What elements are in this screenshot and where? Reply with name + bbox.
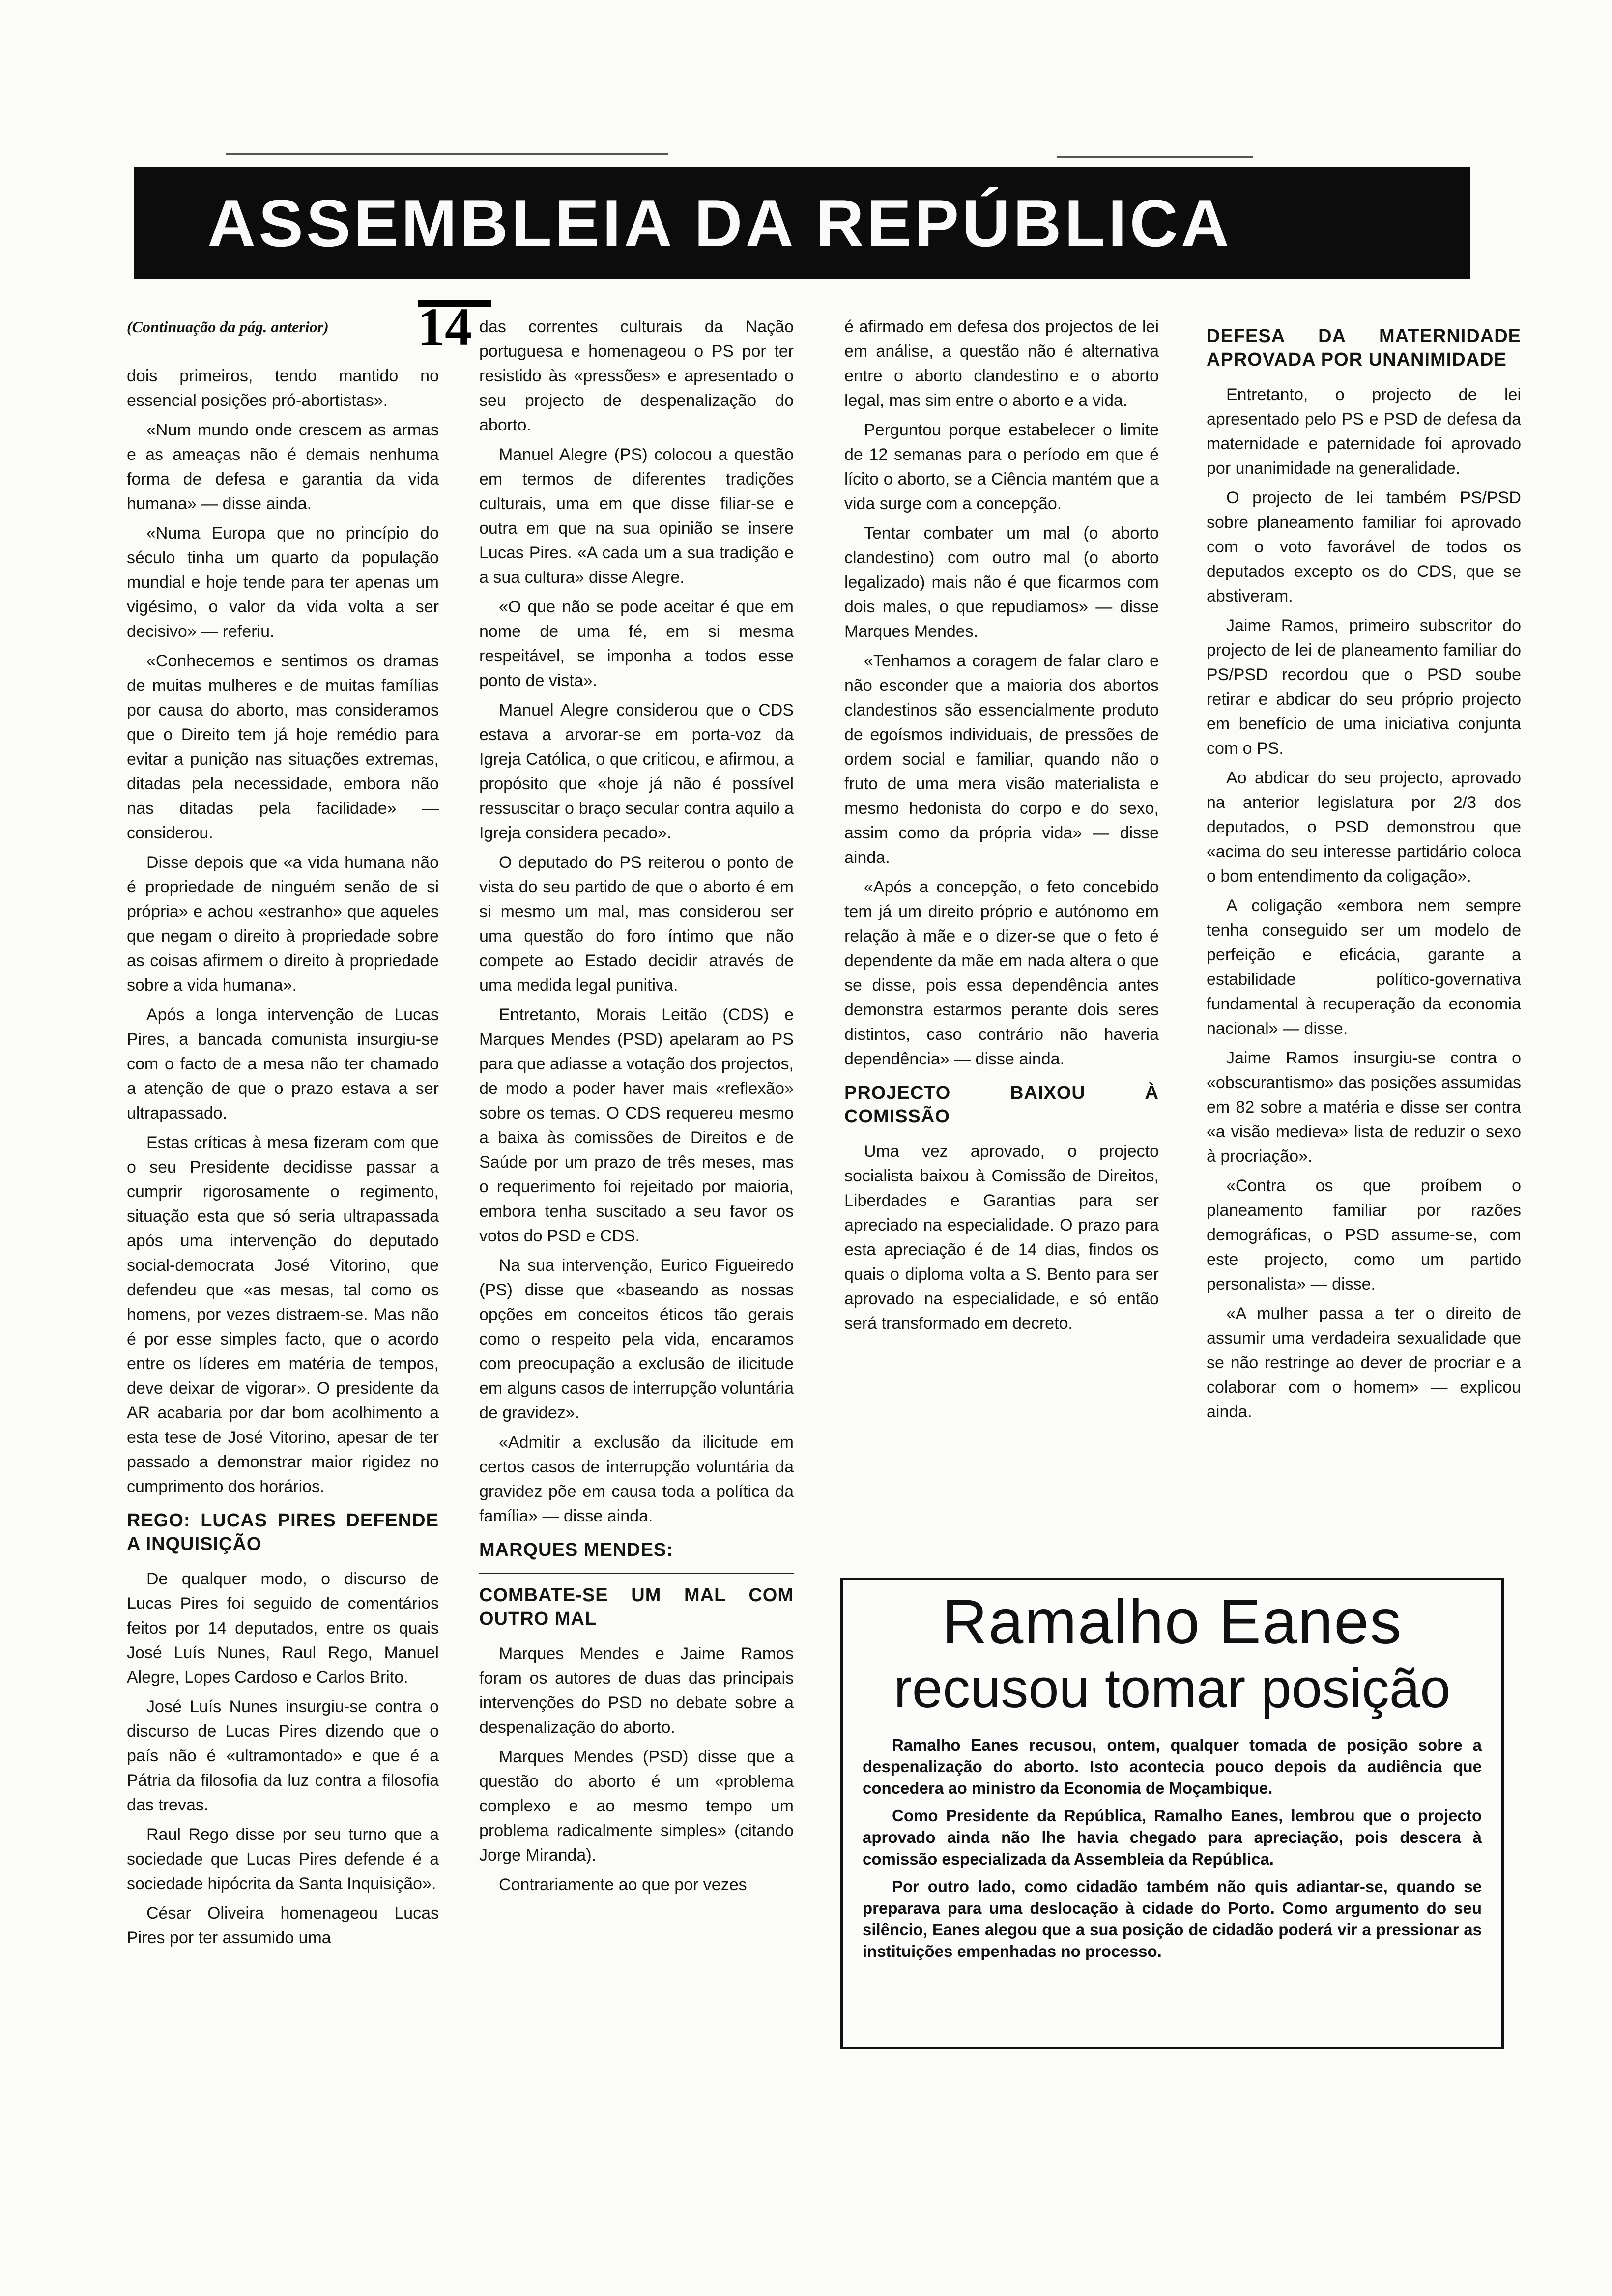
sidebar-headline: Ramalho Eanes bbox=[942, 1587, 1403, 1657]
article-paragraph: O deputado do PS reiterou o ponto de vista do seu partido de que o aborto é em si mesmo um mal, mas considerou ser uma questão do foro íntimo que não compete ao Estado decidir através de uma medida legal punitiva. bbox=[479, 853, 794, 995]
article-paragraph: De qualquer modo, o discurso de Lucas Pires foi seguido de comentários feitos por 14 deputados, entre os quais José Luís Nunes, Raul Rego, Manuel Alegre, Lopes Cardoso e Carlos Brito. bbox=[127, 1570, 439, 1687]
article-paragraph: «Conhecemos e sentimos os dramas de muitas mulheres e de muitas famílias por causa do aborto, mas consideramos que o Direito tem já hoje remédio para evitar a punição nas situações extremas, ditadas pela necessidade, embora não nas ditadas pela facilidade» — considerou. bbox=[127, 652, 439, 842]
section-subhead: DEFESA DA MATERNIDADE APROVADA POR UNANIMIDADE bbox=[1207, 326, 1521, 370]
section-subhead: REGO: LUCAS PIRES DEFENDE A INQUISIÇÃO bbox=[127, 1510, 439, 1554]
article-paragraph: «Num mundo onde crescem as armas e as ameaças não é demais nenhuma forma de defesa e garantia da vida humana» — disse ainda. bbox=[127, 421, 439, 513]
article-paragraph: Ao abdicar do seu projecto, aprovado na anterior legislatura por 2/3 dos deputados, o PSD demonstrou que «acima do seu interesse partidário coloca o bom entendimento da coligação». bbox=[1207, 769, 1521, 886]
article-paragraph: Marques Mendes e Jaime Ramos foram os autores de duas das principais intervenções do PSD no debate sobre a despenalização do aborto. bbox=[479, 1644, 794, 1737]
section-masthead: ASSEMBLEIA DA REPÚBLICA bbox=[134, 167, 1470, 279]
article-paragraph: Manuel Alegre considerou que o CDS estava a arvorar-se em porta-voz da Igreja Católica, o que criticou, e afirmou, a propósito que «hoje já não é possível ressuscitar o braço secular contra aquilo a Igreja considera pecado». bbox=[479, 701, 794, 842]
article-paragraph: «Admitir a exclusão da ilicitude em certos casos de interrupção voluntária da gravidez põe em causa toda a política da família» — disse ainda. bbox=[479, 1433, 794, 1525]
sidebar-box-eanes bbox=[840, 1578, 1504, 2049]
article-paragraph: Disse depois que «a vida humana não é propriedade de ninguém senão de si própria» e achou «estranho» que aqueles que negam o direito à propriedade sobre as coisas afirmem o direito à propriedade sobre a vida humana». bbox=[127, 853, 439, 995]
article-paragraph: Após a longa intervenção de Lucas Pires, a bancada comunista insurgiu-se com o facto de a mesa não ter chamado a atenção de que o prazo estava a ser ultrapassado. bbox=[127, 1005, 439, 1122]
section-subhead: MARQUES MENDES: bbox=[479, 1540, 674, 1560]
article-paragraph: Perguntou porque estabelecer o limite de 12 semanas para o período em que é lícito o aborto, se a Ciência mantém que a vida surge com a concepção. bbox=[844, 421, 1159, 513]
subhead-rule bbox=[479, 1573, 794, 1574]
sidebar-subheadline: recusou tomar posição bbox=[893, 1658, 1451, 1719]
article-paragraph: dois primeiros, tendo mantido no essencial posições pró-abortistas». bbox=[127, 367, 439, 410]
sidebar-paragraph: Ramalho Eanes recusou, ontem, qualquer tomada de posição sobre a despenalização do aborto. Isto acontecia pouco depois da audiência que concedera ao ministro da Economia de Moçambique. bbox=[863, 1736, 1482, 1797]
article-paragraph: Entretanto, Morais Leitão (CDS) e Marques Mendes (PSD) apelaram ao PS para que adiasse a votação dos projectos, de modo a poder haver mais «reflexão» sobre os temas. O CDS requereu mesmo a baixa às comissões de Direitos e de Saúde por um prazo de três meses, mas o requerimento foi rejeitado por maioria, embora tenha suscitado a seu favor os votos do PSD e CDS. bbox=[479, 1005, 794, 1245]
article-paragraph: Entretanto, o projecto de lei apresentado pelo PS e PSD de defesa da maternidade e paternidade foi aprovado por unanimidade na generalidade. bbox=[1207, 385, 1521, 478]
article-paragraph: Marques Mendes (PSD) disse que a questão do aborto é um «problema complexo e ao mesmo tempo um problema radicalmente simples» (citando Jorge Miranda). bbox=[479, 1748, 794, 1865]
article-column-3 bbox=[844, 315, 1159, 1543]
article-paragraph: José Luís Nunes insurgiu-se contra o discurso de Lucas Pires dizendo que o país não é «ultramontado» e que é a Pátria da filosofia da luz contra a filosofia das trevas. bbox=[127, 1697, 439, 1814]
scan-noise bbox=[1057, 156, 1253, 158]
article-paragraph: Jaime Ramos, primeiro subscritor do projecto de lei de planeamento familiar do PS/PSD recordou que o PSD soube retirar e abdicar do seu próprio projecto em benefício de uma iniciativa conjunta com o PS. bbox=[1207, 616, 1521, 758]
handwritten-page-mark bbox=[418, 283, 531, 357]
continuation-label: (Continuação da pág. anterior) bbox=[127, 318, 329, 336]
article-paragraph: «Contra os que proíbem o planeamento familiar por razões demográficas, o PSD assume-se, com este projecto, como um partido personalista» — disse. bbox=[1207, 1177, 1521, 1293]
article-paragraph: Estas críticas à mesa fizeram com que o seu Presidente decidisse passar a cumprir rigorosamente o regimento, situação esta que só seria ultrapassada após uma intervenção do deputado social-democrata José Vitorino, que defendeu que «as mesas, tal como os homens, por vezes distraem-se. Mas não é por esse simples facto, que o acordo entre os líderes em matéria de tempos, deve deixar de vigorar». O presidente da AR acabaria por dar bom acolhimento a esta tese de José Vitorino, apesar de ter passado a demonstrar maior rigidez no cumprimento dos horários. bbox=[127, 1133, 439, 1496]
article-paragraph: Contrariamente ao que por vezes bbox=[499, 1875, 747, 1894]
article-paragraph: O projecto de lei também PS/PSD sobre planeamento familiar foi aprovado com o voto favorável de todos os deputados excepto os do CDS, que se abstiveram. bbox=[1207, 488, 1521, 605]
article-paragraph: das correntes culturais da Nação portuguesa e homenageou o PS por ter resistido às «pressões» e apresentado o seu projecto de despenalização do aborto. bbox=[479, 317, 794, 434]
article-paragraph: Jaime Ramos insurgiu-se contra o «obscurantismo» das posições assumidas em 82 sobre a matéria e disse ser contra «a visão medieva» lista de reduzir o sexo à procriação». bbox=[1207, 1049, 1521, 1166]
article-paragraph: «Tenhamos a coragem de falar claro e não esconder que a maioria dos abortos clandestinos são essencialmente produto de egoísmos individuais, de pressões de ordem social e familiar, quando não o fruto de uma mera visão materialista e mesmo hedonista do corpo e do sexo, assim como da própria vida» — disse ainda. bbox=[844, 652, 1159, 867]
article-paragraph: Uma vez aprovado, o projecto socialista baixou à Comissão de Direitos, Liberdades e Garantias para ser apreciado na especialidade. O prazo para esta apreciação é de 14 dias, findos os quais o diploma volta a S. Bento para ser aprovado na especialidade, e só então será transformado em decreto. bbox=[844, 1142, 1159, 1333]
article-paragraph: é afirmado em defesa dos projectos de lei em análise, a questão não é alternativa entre o aborto clandestino e o aborto legal, mas sim entre o aborto e a vida. bbox=[844, 317, 1159, 410]
article-paragraph: «Após a concepção, o feto concebido tem já um direito próprio e autónomo em relação à mãe e o dizer-se que o feto é dependente da mãe em nada altera o que se disse, pois essa dependência antes demonstra estarmos perante dois seres distintos, caso contrário não haveria dependência» — disse ainda. bbox=[844, 878, 1159, 1068]
scan-noise bbox=[226, 153, 668, 155]
section-subhead: PROJECTO BAIXOU À COMISSÃO bbox=[844, 1083, 1159, 1127]
article-paragraph: Tentar combater um mal (o aborto clandestino) com outro mal (o aborto legalizado) mais não é que ficarmos com dois males, o que repudiamos» — disse Marques Mendes. bbox=[844, 524, 1159, 641]
article-paragraph: A coligação «embora nem sempre tenha conseguido ser um modelo de perfeição e eficácia, garante a estabilidade político-governativa fundamental à recuperação da economia nacional» — disse. bbox=[1207, 896, 1521, 1038]
article-paragraph: Manuel Alegre (PS) colocou a questão em termos de diferentes tradições culturais, uma em que disse filiar-se e outra em que na sua opinião se insere Lucas Pires. «A cada um a sua tradição e a sua cultura» disse Alegre. bbox=[479, 445, 794, 587]
article-paragraph: César Oliveira homenageou Lucas Pires por ter assumido uma bbox=[127, 1904, 439, 1947]
article-paragraph: Raul Rego disse por seu turno que a sociedade que Lucas Pires defende é a sociedade hipócrita da Santa Inquisição». bbox=[127, 1825, 439, 1893]
handwritten-page-number: 14 bbox=[418, 297, 472, 357]
article-paragraph: «Numa Europa que no princípio do século tinha um quarto da população mundial e hoje tende para ter apenas um vigésimo, o valor da vida volta a ser decisivo» — referiu. bbox=[127, 524, 439, 641]
article-column-4 bbox=[1207, 315, 1521, 1543]
section-subhead: COMBATE-SE UM MAL COM OUTRO MAL bbox=[479, 1585, 794, 1629]
sidebar-paragraph: Por outro lado, como cidadão também não quis adiantar-se, quando se preparava para uma deslocação à cidade do Porto. Como argumento do seu silêncio, Eanes alegou que a sua posição de cidadão poderá vir a pressionar as instituições empenhadas no processo. bbox=[863, 1877, 1482, 1960]
article-column-2 bbox=[479, 315, 794, 2261]
article-column-1 bbox=[127, 315, 439, 2256]
sidebar-body bbox=[863, 1734, 1482, 1962]
article-paragraph: «A mulher passa a ter o direito de assumir uma verdadeira sexualidade que se não restringe ao dever de procriar e a colaborar com o homem» — explicou ainda. bbox=[1207, 1304, 1521, 1421]
sidebar-paragraph: Como Presidente da República, Ramalho Eanes, lembrou que o projecto aprovado ainda não lhe havia chegado para apreciação, pois descera à comissão especializada da Assembleia da República. bbox=[863, 1807, 1482, 1868]
article-paragraph: «O que não se pode aceitar é que em nome de uma fé, em si mesma respeitável, se imponha a todos esse ponto de vista». bbox=[479, 598, 794, 690]
article-paragraph: Na sua intervenção, Eurico Figueiredo (PS) disse que «baseando as nossas opções em conceitos éticos tão gerais como o respeito pela vida, encaramos com preocupação a exclusão de ilicitude em alguns casos de interrupção voluntária de gravidez». bbox=[479, 1256, 794, 1422]
